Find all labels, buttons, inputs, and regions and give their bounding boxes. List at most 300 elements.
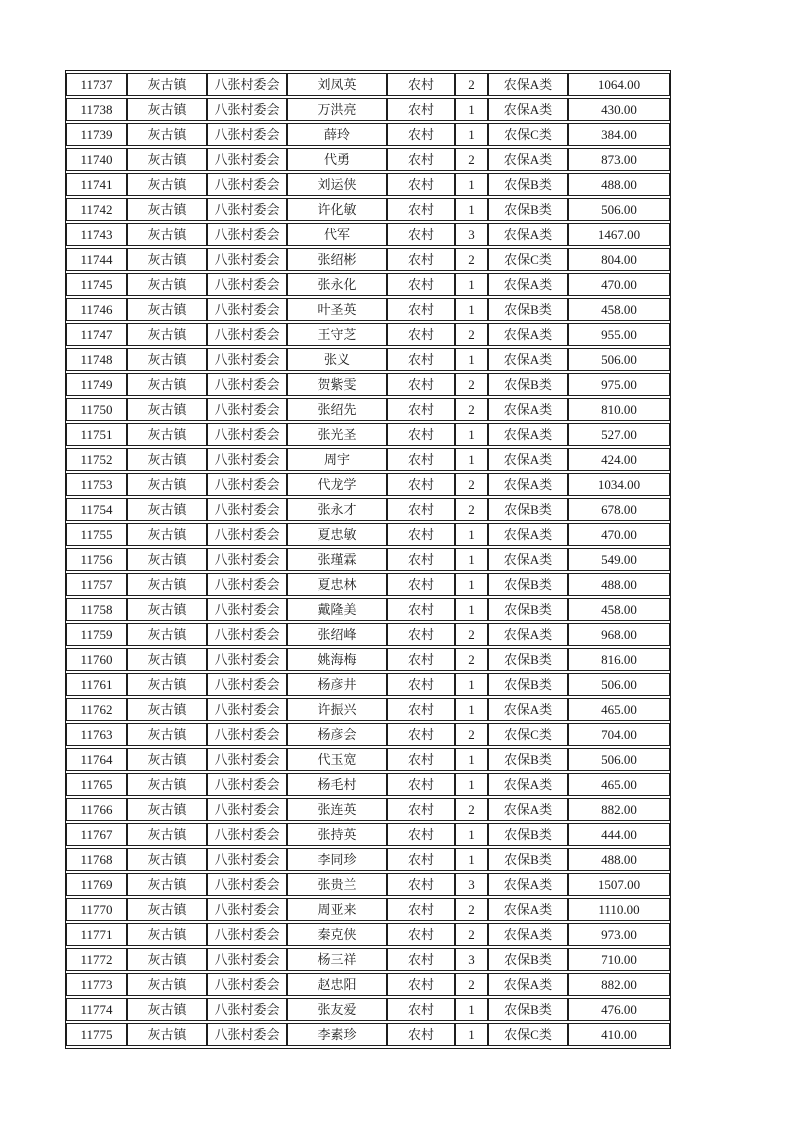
cell-record-id: 11761	[66, 673, 127, 696]
cell-insurance-category: 农保A类	[488, 623, 568, 646]
cell-record-id: 11763	[66, 723, 127, 746]
cell-village-committee: 八张村委会	[207, 498, 287, 521]
table-row	[66, 673, 670, 696]
cell-area-type: 农村	[387, 973, 455, 996]
cell-person-count: 1	[455, 1023, 488, 1046]
table-row	[66, 973, 670, 996]
cell-insurance-category: 农保C类	[488, 123, 568, 146]
cell-insurance-category: 农保A类	[488, 323, 568, 346]
cell-area-type: 农村	[387, 873, 455, 896]
cell-amount: 882.00	[568, 973, 670, 996]
cell-area-type: 农村	[387, 948, 455, 971]
table-row	[66, 548, 670, 571]
cell-record-id: 11757	[66, 573, 127, 596]
cell-insurance-category: 农保B类	[488, 948, 568, 971]
cell-village-committee: 八张村委会	[207, 773, 287, 796]
cell-amount: 882.00	[568, 798, 670, 821]
cell-person-count: 3	[455, 873, 488, 896]
cell-record-id: 11754	[66, 498, 127, 521]
cell-person-name: 张永化	[287, 273, 387, 296]
cell-village-committee: 八张村委会	[207, 823, 287, 846]
cell-town: 灰古镇	[127, 898, 207, 921]
cell-amount: 424.00	[568, 448, 670, 471]
cell-insurance-category: 农保B类	[488, 823, 568, 846]
cell-town: 灰古镇	[127, 673, 207, 696]
cell-amount: 506.00	[568, 748, 670, 771]
cell-person-count: 2	[455, 323, 488, 346]
cell-town: 灰古镇	[127, 98, 207, 121]
cell-town: 灰古镇	[127, 698, 207, 721]
cell-record-id: 11741	[66, 173, 127, 196]
cell-person-name: 代军	[287, 223, 387, 246]
cell-town: 灰古镇	[127, 473, 207, 496]
cell-amount: 430.00	[568, 98, 670, 121]
cell-record-id: 11749	[66, 373, 127, 396]
cell-village-committee: 八张村委会	[207, 673, 287, 696]
cell-person-name: 杨三祥	[287, 948, 387, 971]
cell-insurance-category: 农保A类	[488, 873, 568, 896]
cell-person-count: 1	[455, 98, 488, 121]
cell-record-id: 11752	[66, 448, 127, 471]
cell-person-name: 贺紫雯	[287, 373, 387, 396]
cell-record-id: 11771	[66, 923, 127, 946]
cell-town: 灰古镇	[127, 173, 207, 196]
table-row	[66, 348, 670, 371]
table-row	[66, 698, 670, 721]
cell-amount: 710.00	[568, 948, 670, 971]
cell-person-count: 1	[455, 998, 488, 1021]
cell-amount: 488.00	[568, 848, 670, 871]
cell-town: 灰古镇	[127, 348, 207, 371]
cell-amount: 549.00	[568, 548, 670, 571]
cell-village-committee: 八张村委会	[207, 973, 287, 996]
cell-record-id: 11770	[66, 898, 127, 921]
cell-person-name: 张瑾霖	[287, 548, 387, 571]
cell-person-name: 叶圣英	[287, 298, 387, 321]
table-row	[66, 898, 670, 921]
cell-person-name: 戴隆美	[287, 598, 387, 621]
cell-village-committee: 八张村委会	[207, 373, 287, 396]
cell-amount: 470.00	[568, 523, 670, 546]
cell-village-committee: 八张村委会	[207, 273, 287, 296]
cell-area-type: 农村	[387, 573, 455, 596]
cell-town: 灰古镇	[127, 223, 207, 246]
cell-town: 灰古镇	[127, 948, 207, 971]
cell-town: 灰古镇	[127, 873, 207, 896]
table-row	[66, 1023, 670, 1046]
cell-insurance-category: 农保A类	[488, 773, 568, 796]
cell-town: 灰古镇	[127, 1023, 207, 1046]
cell-record-id: 11762	[66, 698, 127, 721]
cell-person-name: 张友爱	[287, 998, 387, 1021]
cell-town: 灰古镇	[127, 723, 207, 746]
table-row	[66, 723, 670, 746]
cell-area-type: 农村	[387, 173, 455, 196]
cell-person-count: 1	[455, 448, 488, 471]
cell-person-count: 2	[455, 723, 488, 746]
cell-insurance-category: 农保B类	[488, 198, 568, 221]
cell-area-type: 农村	[387, 323, 455, 346]
cell-insurance-category: 农保A类	[488, 923, 568, 946]
cell-amount: 973.00	[568, 923, 670, 946]
cell-person-count: 2	[455, 923, 488, 946]
cell-insurance-category: 农保A类	[488, 73, 568, 96]
cell-person-name: 杨彦井	[287, 673, 387, 696]
cell-area-type: 农村	[387, 98, 455, 121]
cell-village-committee: 八张村委会	[207, 223, 287, 246]
cell-area-type: 农村	[387, 498, 455, 521]
cell-town: 灰古镇	[127, 823, 207, 846]
cell-amount: 955.00	[568, 323, 670, 346]
table-row	[66, 223, 670, 246]
cell-person-name: 杨彦会	[287, 723, 387, 746]
table-row	[66, 573, 670, 596]
cell-insurance-category: 农保A类	[488, 98, 568, 121]
cell-amount: 488.00	[568, 173, 670, 196]
cell-record-id: 11744	[66, 248, 127, 271]
cell-town: 灰古镇	[127, 923, 207, 946]
cell-person-count: 1	[455, 598, 488, 621]
cell-area-type: 农村	[387, 623, 455, 646]
cell-record-id: 11746	[66, 298, 127, 321]
cell-insurance-category: 农保C类	[488, 1023, 568, 1046]
table-row	[66, 98, 670, 121]
cell-town: 灰古镇	[127, 548, 207, 571]
cell-village-committee: 八张村委会	[207, 348, 287, 371]
cell-insurance-category: 农保C类	[488, 723, 568, 746]
cell-town: 灰古镇	[127, 323, 207, 346]
cell-person-count: 2	[455, 498, 488, 521]
cell-village-committee: 八张村委会	[207, 848, 287, 871]
table-row	[66, 648, 670, 671]
cell-insurance-category: 农保A类	[488, 273, 568, 296]
cell-person-name: 夏忠林	[287, 573, 387, 596]
cell-record-id: 11737	[66, 73, 127, 96]
cell-person-name: 刘凤英	[287, 73, 387, 96]
cell-area-type: 农村	[387, 923, 455, 946]
cell-amount: 506.00	[568, 673, 670, 696]
cell-record-id: 11758	[66, 598, 127, 621]
cell-town: 灰古镇	[127, 598, 207, 621]
cell-insurance-category: 农保A类	[488, 973, 568, 996]
cell-village-committee: 八张村委会	[207, 398, 287, 421]
benefit-records-table	[65, 70, 671, 1049]
cell-area-type: 农村	[387, 473, 455, 496]
cell-person-count: 2	[455, 898, 488, 921]
cell-area-type: 农村	[387, 123, 455, 146]
cell-person-count: 2	[455, 398, 488, 421]
cell-person-count: 1	[455, 123, 488, 146]
cell-record-id: 11739	[66, 123, 127, 146]
cell-person-count: 1	[455, 548, 488, 571]
cell-insurance-category: 农保A类	[488, 348, 568, 371]
cell-area-type: 农村	[387, 448, 455, 471]
cell-record-id: 11766	[66, 798, 127, 821]
table-row	[66, 523, 670, 546]
cell-person-name: 代玉宽	[287, 748, 387, 771]
cell-area-type: 农村	[387, 523, 455, 546]
cell-insurance-category: 农保C类	[488, 248, 568, 271]
table-row	[66, 248, 670, 271]
cell-insurance-category: 农保A类	[488, 798, 568, 821]
cell-town: 灰古镇	[127, 773, 207, 796]
table-row	[66, 398, 670, 421]
cell-town: 灰古镇	[127, 373, 207, 396]
cell-amount: 410.00	[568, 1023, 670, 1046]
cell-record-id: 11759	[66, 623, 127, 646]
cell-village-committee: 八张村委会	[207, 698, 287, 721]
cell-person-count: 2	[455, 648, 488, 671]
cell-area-type: 农村	[387, 748, 455, 771]
cell-amount: 458.00	[568, 298, 670, 321]
cell-record-id: 11751	[66, 423, 127, 446]
cell-town: 灰古镇	[127, 798, 207, 821]
cell-person-name: 夏忠敏	[287, 523, 387, 546]
table-row	[66, 473, 670, 496]
cell-insurance-category: 农保B类	[488, 673, 568, 696]
cell-insurance-category: 农保B类	[488, 498, 568, 521]
cell-person-name: 张持英	[287, 823, 387, 846]
cell-record-id: 11768	[66, 848, 127, 871]
cell-area-type: 农村	[387, 423, 455, 446]
table-row	[66, 173, 670, 196]
cell-person-name: 张义	[287, 348, 387, 371]
cell-area-type: 农村	[387, 848, 455, 871]
cell-person-count: 1	[455, 173, 488, 196]
cell-record-id: 11753	[66, 473, 127, 496]
table-row	[66, 373, 670, 396]
cell-village-committee: 八张村委会	[207, 798, 287, 821]
cell-town: 灰古镇	[127, 648, 207, 671]
cell-amount: 444.00	[568, 823, 670, 846]
cell-person-count: 2	[455, 248, 488, 271]
cell-village-committee: 八张村委会	[207, 473, 287, 496]
cell-person-name: 周亚来	[287, 898, 387, 921]
cell-person-name: 薛玲	[287, 123, 387, 146]
cell-person-name: 代龙学	[287, 473, 387, 496]
cell-person-count: 3	[455, 948, 488, 971]
cell-amount: 488.00	[568, 573, 670, 596]
cell-record-id: 11756	[66, 548, 127, 571]
cell-area-type: 农村	[387, 673, 455, 696]
cell-person-count: 2	[455, 798, 488, 821]
cell-town: 灰古镇	[127, 148, 207, 171]
cell-person-name: 刘运侠	[287, 173, 387, 196]
cell-village-committee: 八张村委会	[207, 148, 287, 171]
cell-person-count: 2	[455, 373, 488, 396]
cell-town: 灰古镇	[127, 498, 207, 521]
cell-amount: 465.00	[568, 773, 670, 796]
table-row	[66, 498, 670, 521]
cell-village-committee: 八张村委会	[207, 898, 287, 921]
cell-record-id: 11742	[66, 198, 127, 221]
cell-insurance-category: 农保A类	[488, 423, 568, 446]
cell-amount: 506.00	[568, 198, 670, 221]
cell-amount: 804.00	[568, 248, 670, 271]
table-sheet	[65, 70, 671, 1049]
cell-area-type: 农村	[387, 773, 455, 796]
cell-insurance-category: 农保B类	[488, 598, 568, 621]
cell-record-id: 11769	[66, 873, 127, 896]
cell-town: 灰古镇	[127, 973, 207, 996]
cell-person-count: 1	[455, 848, 488, 871]
cell-person-count: 1	[455, 423, 488, 446]
cell-record-id: 11773	[66, 973, 127, 996]
table-row	[66, 873, 670, 896]
cell-person-name: 万洪亮	[287, 98, 387, 121]
cell-village-committee: 八张村委会	[207, 598, 287, 621]
cell-village-committee: 八张村委会	[207, 548, 287, 571]
table-row	[66, 273, 670, 296]
cell-insurance-category: 农保A类	[488, 223, 568, 246]
cell-person-name: 张连英	[287, 798, 387, 821]
cell-area-type: 农村	[387, 348, 455, 371]
cell-village-committee: 八张村委会	[207, 248, 287, 271]
cell-area-type: 农村	[387, 823, 455, 846]
cell-amount: 810.00	[568, 398, 670, 421]
cell-area-type: 农村	[387, 223, 455, 246]
cell-village-committee: 八张村委会	[207, 298, 287, 321]
cell-town: 灰古镇	[127, 523, 207, 546]
cell-record-id: 11772	[66, 948, 127, 971]
cell-area-type: 农村	[387, 723, 455, 746]
cell-village-committee: 八张村委会	[207, 923, 287, 946]
cell-person-count: 1	[455, 823, 488, 846]
cell-person-name: 姚海梅	[287, 648, 387, 671]
cell-amount: 873.00	[568, 148, 670, 171]
cell-area-type: 农村	[387, 648, 455, 671]
cell-person-name: 许振兴	[287, 698, 387, 721]
cell-amount: 816.00	[568, 648, 670, 671]
cell-amount: 1507.00	[568, 873, 670, 896]
cell-person-count: 2	[455, 148, 488, 171]
cell-amount: 1034.00	[568, 473, 670, 496]
cell-amount: 975.00	[568, 373, 670, 396]
cell-town: 灰古镇	[127, 448, 207, 471]
cell-insurance-category: 农保B类	[488, 998, 568, 1021]
cell-village-committee: 八张村委会	[207, 998, 287, 1021]
cell-insurance-category: 农保A类	[488, 698, 568, 721]
cell-area-type: 农村	[387, 273, 455, 296]
cell-insurance-category: 农保A类	[488, 148, 568, 171]
cell-person-name: 张绍彬	[287, 248, 387, 271]
cell-amount: 458.00	[568, 598, 670, 621]
cell-insurance-category: 农保A类	[488, 898, 568, 921]
cell-town: 灰古镇	[127, 398, 207, 421]
cell-area-type: 农村	[387, 1023, 455, 1046]
cell-town: 灰古镇	[127, 123, 207, 146]
cell-village-committee: 八张村委会	[207, 98, 287, 121]
cell-person-name: 杨毛村	[287, 773, 387, 796]
table-row	[66, 773, 670, 796]
table-body	[66, 73, 670, 1046]
cell-amount: 465.00	[568, 698, 670, 721]
cell-village-committee: 八张村委会	[207, 123, 287, 146]
cell-amount: 1110.00	[568, 898, 670, 921]
cell-amount: 704.00	[568, 723, 670, 746]
cell-village-committee: 八张村委会	[207, 73, 287, 96]
cell-person-count: 1	[455, 573, 488, 596]
cell-area-type: 农村	[387, 148, 455, 171]
cell-person-count: 1	[455, 698, 488, 721]
cell-person-count: 3	[455, 223, 488, 246]
cell-town: 灰古镇	[127, 748, 207, 771]
cell-person-count: 1	[455, 273, 488, 296]
cell-village-committee: 八张村委会	[207, 423, 287, 446]
cell-record-id: 11740	[66, 148, 127, 171]
cell-village-committee: 八张村委会	[207, 1023, 287, 1046]
cell-town: 灰古镇	[127, 623, 207, 646]
cell-person-name: 代勇	[287, 148, 387, 171]
cell-village-committee: 八张村委会	[207, 573, 287, 596]
cell-record-id: 11747	[66, 323, 127, 346]
table-row	[66, 748, 670, 771]
cell-person-name: 许化敏	[287, 198, 387, 221]
cell-village-committee: 八张村委会	[207, 723, 287, 746]
cell-person-name: 张光圣	[287, 423, 387, 446]
table-row	[66, 598, 670, 621]
cell-area-type: 农村	[387, 798, 455, 821]
cell-record-id: 11743	[66, 223, 127, 246]
cell-town: 灰古镇	[127, 298, 207, 321]
cell-insurance-category: 农保A类	[488, 398, 568, 421]
cell-person-count: 2	[455, 73, 488, 96]
table-row	[66, 623, 670, 646]
cell-person-name: 李素珍	[287, 1023, 387, 1046]
cell-person-count: 1	[455, 198, 488, 221]
cell-person-name: 周宇	[287, 448, 387, 471]
cell-village-committee: 八张村委会	[207, 873, 287, 896]
cell-area-type: 农村	[387, 998, 455, 1021]
table-row	[66, 198, 670, 221]
cell-town: 灰古镇	[127, 848, 207, 871]
cell-town: 灰古镇	[127, 198, 207, 221]
cell-village-committee: 八张村委会	[207, 648, 287, 671]
cell-record-id: 11775	[66, 1023, 127, 1046]
table-row	[66, 148, 670, 171]
table-row	[66, 448, 670, 471]
table-row	[66, 73, 670, 96]
cell-person-name: 张绍先	[287, 398, 387, 421]
cell-area-type: 农村	[387, 548, 455, 571]
cell-insurance-category: 农保A类	[488, 473, 568, 496]
cell-area-type: 农村	[387, 598, 455, 621]
cell-person-name: 秦克侠	[287, 923, 387, 946]
cell-area-type: 农村	[387, 73, 455, 96]
cell-person-name: 王守芝	[287, 323, 387, 346]
cell-record-id: 11760	[66, 648, 127, 671]
cell-insurance-category: 农保B类	[488, 298, 568, 321]
cell-insurance-category: 农保B类	[488, 573, 568, 596]
cell-person-name: 张绍峰	[287, 623, 387, 646]
cell-insurance-category: 农保B类	[488, 373, 568, 396]
cell-amount: 678.00	[568, 498, 670, 521]
cell-amount: 476.00	[568, 998, 670, 1021]
cell-insurance-category: 农保B类	[488, 748, 568, 771]
cell-town: 灰古镇	[127, 73, 207, 96]
cell-insurance-category: 农保A类	[488, 548, 568, 571]
cell-amount: 527.00	[568, 423, 670, 446]
cell-amount: 470.00	[568, 273, 670, 296]
table-row	[66, 848, 670, 871]
cell-person-count: 1	[455, 673, 488, 696]
table-row	[66, 798, 670, 821]
cell-record-id: 11774	[66, 998, 127, 1021]
table-row	[66, 923, 670, 946]
cell-town: 灰古镇	[127, 248, 207, 271]
table-row	[66, 423, 670, 446]
cell-village-committee: 八张村委会	[207, 748, 287, 771]
